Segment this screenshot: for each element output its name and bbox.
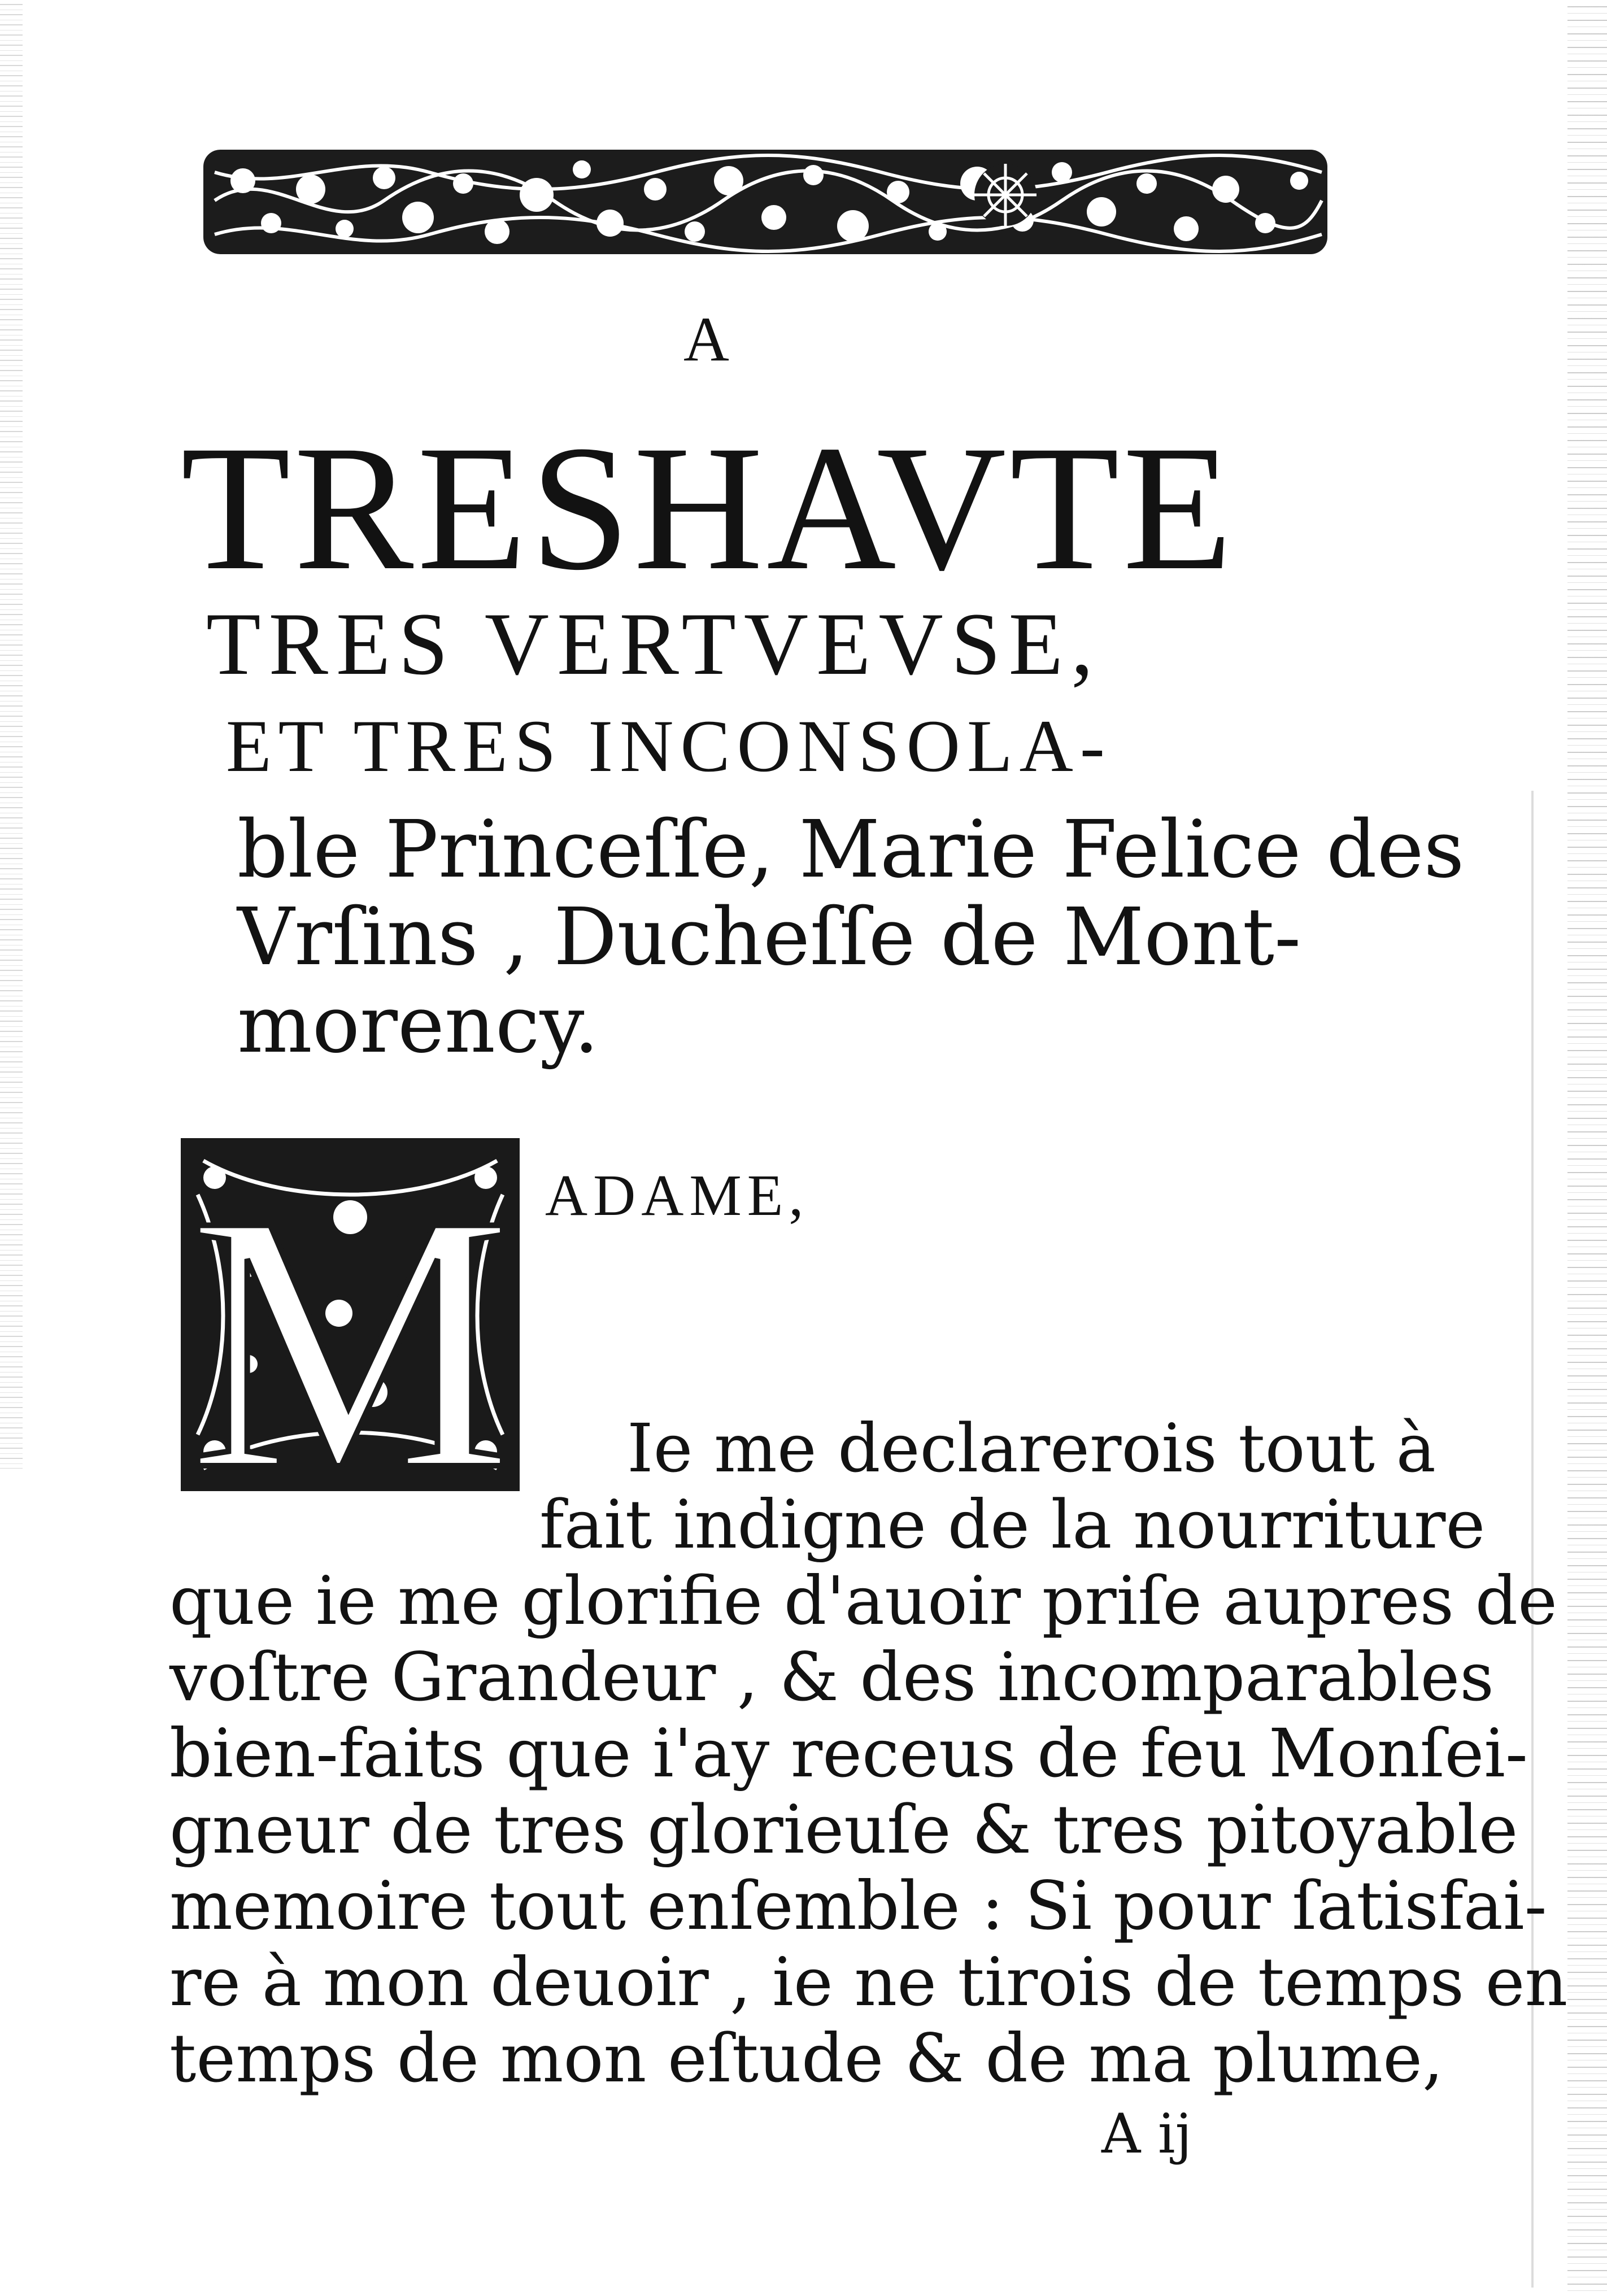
body-line: fait indigne de la nourriture [539, 1485, 1486, 1563]
signature-mark: A ij [1101, 2102, 1192, 2166]
scan-margin-line [1531, 791, 1534, 2288]
heading-line-5: Vrſins , Ducheſſe de Mont- [237, 891, 1301, 983]
heading-line-2: TRES VERTVEVSE, [206, 595, 1101, 694]
body-line: que ie me glorifie d'auoir priſe aupres de [169, 1562, 1557, 1640]
scan-edge-left [0, 0, 23, 1469]
initial-letter: M [187, 1139, 513, 1502]
salutation: ADAME, [545, 1163, 809, 1228]
heading-a: A [683, 304, 729, 374]
heading-main: TRESHAVTE [181, 408, 1236, 607]
scan-edge-right [1567, 0, 1607, 2296]
body-line: gneur de tres glorieuſe & tres pitoyable [169, 1790, 1518, 1868]
ornamental-headpiece [203, 127, 1327, 277]
body-line: voſtre Grandeur , & des incomparables [169, 1638, 1494, 1716]
body-line: memoire tout enſemble : Si pour ſatisfai- [169, 1867, 1547, 1945]
heading-line-4: ble Princeſſe, Marie Felice des [237, 804, 1465, 896]
heading-line-6: morency. [237, 979, 599, 1071]
heading-line-3: ET TRES INCONSOLA- [226, 704, 1112, 787]
body-line: temps de mon eſtude & de ma plume, [169, 2019, 1444, 2097]
body-line: bien-faits que i'ay receus de feu Monſei- [169, 1714, 1528, 1792]
body-line: Ie me declarerois tout à [627, 1409, 1436, 1487]
decorated-initial [169, 1127, 531, 1502]
body-line: re à mon deuoir , ie ne tirois de temps en [169, 1943, 1568, 2021]
